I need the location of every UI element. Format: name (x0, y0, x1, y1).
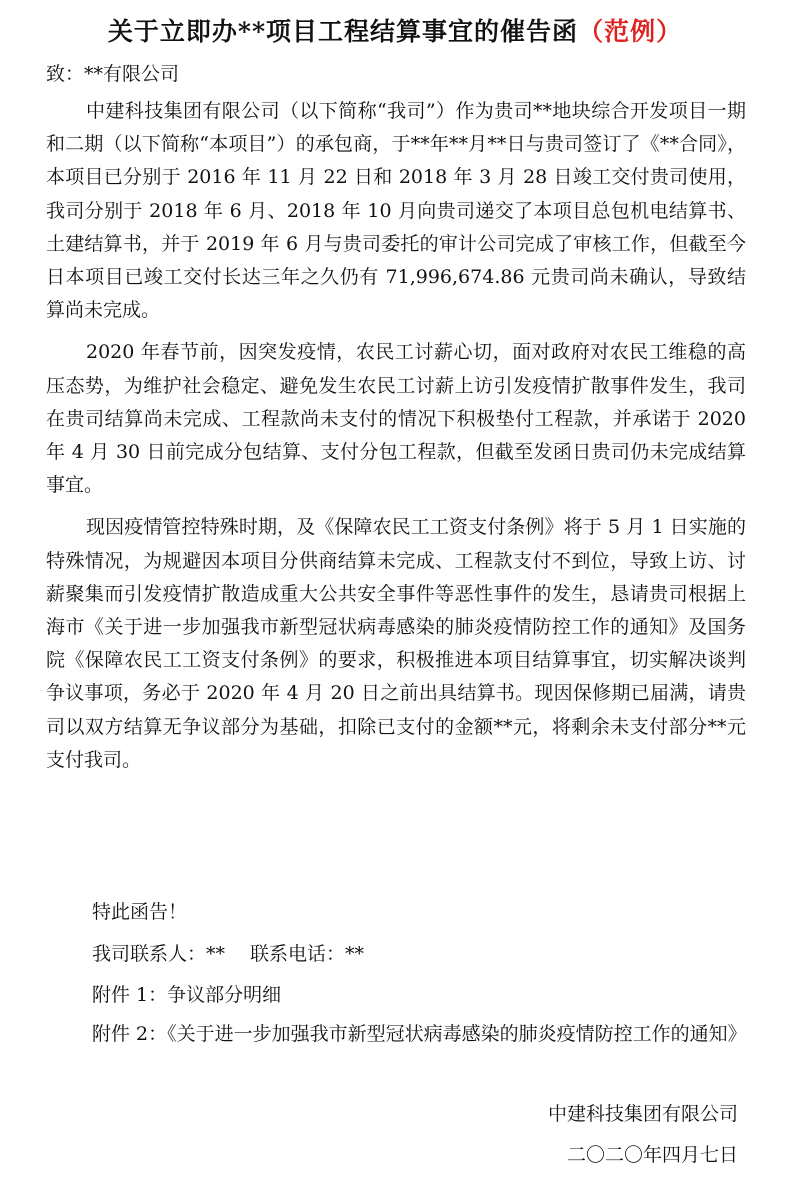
body-paragraph-3: 现因疫情管控特殊时期，及《保障农民工工资支付条例》将于 5 月 1 日实施的特殊情况，为规避因本项目分供商结算未完成、工程款支付不到位，导致上访、讨薪聚集而引发疫情扩散造成重大公共安全事件等恶性事件的发生，恳请贵司根据上海市《关于进一步加强我市新型冠状病毒感染的肺炎疫情防控工作的通知》及国务院《保障农民工工资支付条例》的要求，积极推进本项目结算事宜，切实解决谈判争议事项，务必于 2020 年 4 月 20 日之前出具结算书。现因保修期已届满，请贵司以双方结算无争议部分为基础，扣除已支付的金额**元，将剩余未支付部分**元支付我司。 (46, 516, 746, 771)
title-main: 关于立即办**项目工程结算事宜的催告函 (107, 17, 579, 46)
document-title (0, 14, 790, 50)
signature-company: 中建科技集团有限公司 (547, 1103, 738, 1125)
closing-line: 特此函告！ (92, 901, 188, 923)
title-sample-tag: （范例） (578, 17, 683, 46)
contact-line: 我司联系人：** 联系电话：** (92, 943, 365, 965)
body-paragraph-1: 中建科技集团有限公司（以下简称“我司”）作为贵司**地块综合开发项目一期和二期（以下简称“本项目”）的承包商，于**年**月**日与贵司签订了《**合同》，本项目已分别于 2016 年 11 月 22 日和 2018 年 3 月 28 日竣工交付贵司使用，我司分别于 2018 年 6 月、2018 年 10 月向贵司递交了本项目总包机电结算书、土建结算书，并于 2019 年 6 月与贵司委托的审计公司完成了审核工作，但截至今日本项目已竣工交付长达三年之久仍有 71,996,674.86 元贵司尚未确认，导致结算尚未完成。 (46, 100, 746, 322)
letter-body (46, 95, 746, 777)
attachment-2: 附件 2：《关于进一步加强我市新型冠状病毒感染的肺炎疫情防控工作的通知》 (92, 1023, 747, 1045)
attachment-1: 附件 1：争议部分明细 (92, 984, 282, 1006)
recipient-line: 致：**有限公司 (46, 63, 180, 85)
body-paragraph-2: 2020 年春节前，因突发疫情，农民工讨薪心切，面对政府对农民工维稳的高压态势，为维护社会稳定、避免发生农民工讨薪上访引发疫情扩散事件发生，我司在贵司结算尚未完成、工程款尚未支付的情况下积极垫付工程款，并承诺于 2020 年 4 月 30 日前完成分包结算、支付分包工程款，但截至发函日贵司仍未完成结算事宜。 (46, 341, 746, 497)
signature-date: 二〇二〇年四月七日 (566, 1144, 738, 1166)
